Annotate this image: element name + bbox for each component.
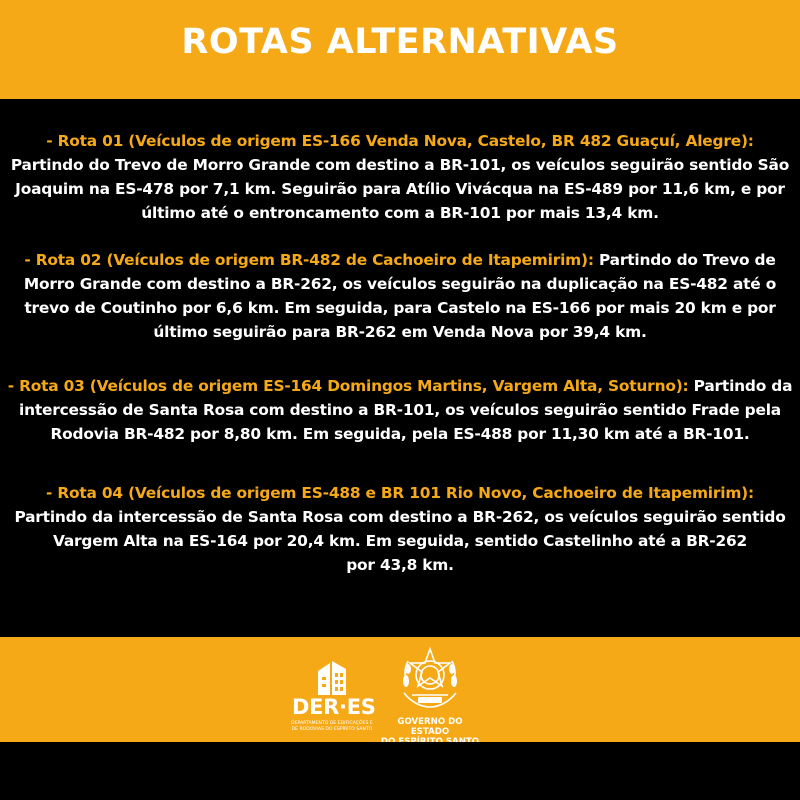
routes-panel <box>0 99 800 637</box>
route-04-description-end: por 43,8 km. <box>346 556 454 574</box>
route-02 <box>4 248 796 344</box>
page-title: ROTAS ALTERNATIVAS <box>181 22 619 62</box>
governo-es-line1: GOVERNO DO ESTADO <box>397 717 463 737</box>
der-es-subtitle-line1: DEPARTAMENTO DE EDIFICAÇÕES E <box>291 721 373 726</box>
bottom-bar <box>0 742 800 800</box>
route-02-description: Partindo do Trevo de Morro Grande com destino a BR-262, os veículos seguirão na duplicação na ES-482 até o trevo de Coutinho por 6,6 km. Em seguida, para Castelo na ES-166 por mais 20 km e por último seguirão para BR-262 em Venda Nova por 39,4 km. <box>23 251 777 341</box>
der-es-subtitle-line2: DE RODOVIAS DO ESPÍRITO SANTO <box>291 726 373 732</box>
route-03 <box>4 374 796 446</box>
route-02-heading: - Rota 02 (Veículos de origem BR-482 de Cachoeiro de Itapemirim): <box>24 251 594 269</box>
route-04-heading: - Rota 04 (Veículos de origem ES-488 e BR 101 Rio Novo, Cachoeiro de Itapemirim): <box>46 484 754 502</box>
der-es-logo <box>286 657 378 737</box>
route-01-heading: - Rota 01 (Veículos de origem ES-166 Venda Nova, Castelo, BR 482 Guaçuí, Alegre): <box>46 132 754 150</box>
route-03-description: Partindo da intercessão de Santa Rosa com destino a BR-101, os veículos seguirão sentido Frade pela Rodovia BR-482 por 8,80 km. Em seguida, pela ES-488 por 11,30 km até a BR-101. <box>19 377 793 443</box>
der-es-subtitle <box>286 721 378 732</box>
route-04 <box>4 481 796 577</box>
footer-banner <box>0 637 800 742</box>
header-banner <box>0 0 800 99</box>
building-icon <box>286 657 378 697</box>
coat-of-arms-icon <box>378 645 482 717</box>
der-es-name: DER·ES <box>292 695 376 719</box>
governo-es-logo <box>378 645 482 737</box>
route-04-description: Partindo da intercessão de Santa Rosa com destino a BR-262, os veículos seguirão sentido Vargem Alta na ES-164 por 20,4 km. Em seguida, sentido Castelinho até a BR-262 <box>14 508 786 550</box>
route-01-description: Partindo do Trevo de Morro Grande com destino a BR-101, os veículos seguirão sentido São Joaquim na ES-478 por 7,1 km. Seguirão para Atílio Vivácqua na ES-489 por 11,6 km, e por último até o entroncamento com a BR-101 por mais 13,4 km. <box>10 156 790 222</box>
route-03-heading: - Rota 03 (Veículos de origem ES-164 Domingos Martins, Vargem Alta, Soturno): <box>7 377 689 395</box>
route-01 <box>4 129 796 225</box>
